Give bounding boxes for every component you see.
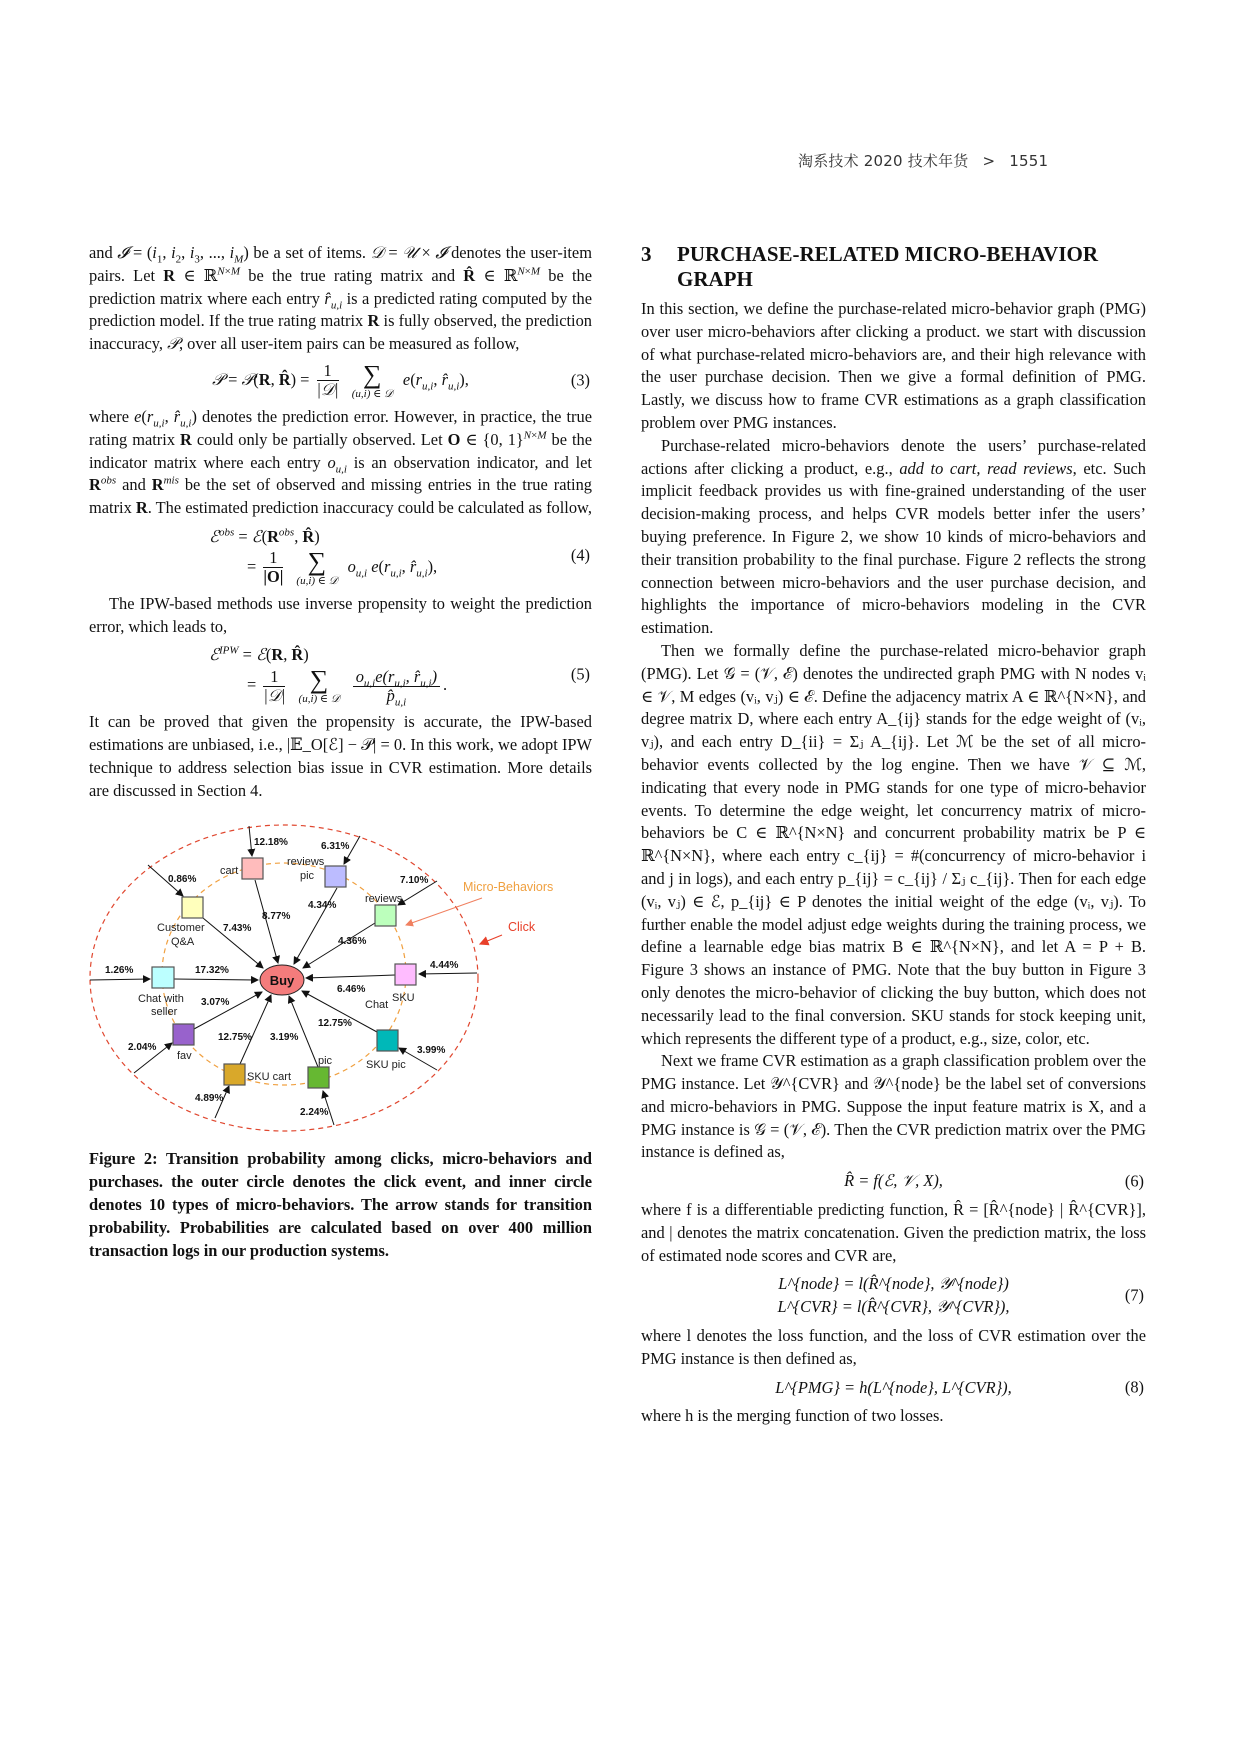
- svg-text:SKU: SKU: [392, 992, 415, 1005]
- equation-number: (4): [570, 545, 590, 565]
- svg-text:SKU pic: SKU pic: [366, 1059, 406, 1072]
- svg-text:6.46%: 6.46%: [337, 984, 366, 996]
- section-heading: [641, 242, 1146, 292]
- figure-2-transition-graph: [89, 818, 592, 1138]
- svg-text:Customer: Customer: [157, 922, 205, 935]
- equation-number: (8): [1124, 1377, 1144, 1397]
- node-sku: [395, 964, 416, 985]
- svg-text:3.07%: 3.07%: [201, 997, 230, 1009]
- transition-diagram: [0, 818, 560, 1138]
- equation-3: 𝒫 = 𝒫(R, R̂) = $\frac{1}{\text{|𝒟|}}$ ∑ (u,i) ∈ 𝒟 $e(r_{u,i}$, $r̂_{u,i}$), (3): [212, 359, 590, 400]
- svg-text:7.10%: 7.10%: [400, 875, 429, 887]
- node-cart: [242, 858, 263, 879]
- svg-text:2.24%: 2.24%: [300, 1107, 329, 1119]
- svg-text:Buy: Buy: [269, 973, 295, 989]
- svg-text:4.34%: 4.34%: [308, 900, 337, 912]
- equation-number: (7): [1124, 1285, 1144, 1305]
- svg-text:pic: pic: [300, 870, 315, 883]
- svg-text:7.43%: 7.43%: [223, 923, 252, 935]
- paragraph: where f is a differentiable predicting function, R̂ = [R̂^{node} | R̂^{CVR}], and | denotes the matrix concatenation. Given the prediction matrix, the loss of estimated node scores and CVR are,: [641, 1200, 1146, 1265]
- svg-text:Chat with: Chat with: [138, 993, 184, 1006]
- node-pic: [308, 1067, 329, 1088]
- svg-text:4.89%: 4.89%: [195, 1093, 224, 1105]
- paragraph: Then we formally define the purchase-related micro-behavior graph (PMG). Let 𝒢 = (𝒱, ℰ) denotes the undirected graph PMG with N nodes vᵢ ∈ 𝒱, M edges (vᵢ, vⱼ) ∈ ℰ. Define the adjacency matrix A ∈ ℝ^{N×N}, and degree matrix D, where each entry A_{ij} stands for the edge weight of (vᵢ, vⱼ), and each entry D_{ii} = Σⱼ A_{ij}. Let ℳ be the set of all micro-behavior events collected by the log engine. Then we have 𝒱 ⊆ ℳ, indicating that every node in PMG stands for one type of micro-behavior events. To determine the edge weight, let concurrency matrix of micro-behaviors be C ∈ ℝ^{N×N} and concurrent probability matrix be P ∈ ℝ^{N×N}, where each entry c_{ij} = #(concurrency of micro-behavior i and j in logs), and each entry p_{ij} = c_{ij} / Σⱼ c_{ij}. Then for each edge (vᵢ, vⱼ) ∈ ℰ, p_{ij} ∈ P denotes the initial weight of the edge (vᵢ, vⱼ). To further enable the model adjust edge weights during the training process, we define a learnable edge bias matrix B ∈ ℝ^{N×N}, and let A = P + B. Figure 3 shows an instance of PMG. Note that the buy button in Figure 3 only denotes the micro-behavior of clicking the buy button, which does not necessarily lead to the final conversion. SKU stands for stock keeping unit, which represents the different type of a product, e.g., size, color, etc.: [641, 640, 1146, 1048]
- section-title: PURCHASE-RELATED MICRO-BEHAVIOR GRAPH: [677, 242, 1099, 291]
- svg-text:4.44%: 4.44%: [430, 960, 459, 972]
- equation-8: L^{PMG} = h(L^{node}, L^{CVR}), (8): [641, 1377, 1146, 1400]
- svg-text:1.26%: 1.26%: [105, 965, 134, 977]
- svg-text:pic: pic: [318, 1055, 333, 1068]
- paragraph: Next we frame CVR estimation as a graph classification problem over the PMG instance. Let 𝒴^{CVR} and 𝒴^{node} be the label set of conversions and micro-behaviors in PMG. Suppose the input feature matrix is X, and a PMG instance is 𝒢 = (𝒱, ℰ). Then the CVR prediction matrix over the PMG instance is defined as,: [641, 1051, 1146, 1162]
- svg-text:6.31%: 6.31%: [321, 841, 350, 853]
- svg-text:cart: cart: [220, 865, 239, 878]
- svg-text:3.99%: 3.99%: [417, 1045, 446, 1057]
- equation-7: L^{node} = l(R̂^{node}, 𝒴^{node}) L^{CVR} = l(R̂^{CVR}, 𝒴^{CVR}), (7): [777, 1274, 1144, 1317]
- svg-text:reviews: reviews: [365, 893, 403, 906]
- svg-text:SKU cart: SKU cart: [247, 1071, 292, 1084]
- node-customer-qa: [182, 897, 203, 918]
- node-reviews-pic: [325, 866, 346, 887]
- book-title: 淘系技术 2020 技术年货: [798, 152, 969, 170]
- svg-text:4.36%: 4.36%: [338, 936, 367, 948]
- node-reviews: [375, 905, 396, 926]
- svg-text:12.75%: 12.75%: [318, 1018, 352, 1030]
- node-fav: [173, 1024, 194, 1045]
- equation-6: R̂ = f(ℰ, 𝒱, X), (6): [641, 1170, 1146, 1193]
- node-sku-pic: [377, 1030, 398, 1051]
- svg-text:seller: seller: [151, 1006, 178, 1019]
- left-column: [89, 242, 592, 1262]
- paragraph: where $e(r_{u,i}$, $r̂_{u,i}$) denotes the prediction error. However, in practice, the true rating matrix R could only be partially observed. Let O ∈ {0, 1}$^{N\times M}$ be the indicator matrix where each entry $o_{u,i}$ is an observation indicator, and let $R^{obs}$ and $R^{mis}$ be the set of observed and missing entries in the true rating matrix R. The estimated prediction inaccuracy could be calculated as follow,: [89, 406, 592, 518]
- svg-text:12.18%: 12.18%: [254, 837, 288, 849]
- svg-text:0.86%: 0.86%: [168, 874, 197, 886]
- svg-text:fav: fav: [177, 1050, 192, 1063]
- paragraph: In this section, we define the purchase-related micro-behavior graph (PMG) over user micro-behaviors after clicking a product. we start with discussion of what purchase-related micro-behaviors are, and their high relevance with the user purchase decision. Then we give a formal definition of PMG. Lastly, we discuss how to frame CVR estimations as a graph classification problem over PMG instances.: [641, 299, 1146, 432]
- micro-behaviors-label: Micro-Behaviors: [463, 880, 554, 895]
- paragraph: where h is the merging function of two losses.: [641, 1406, 944, 1426]
- paragraph: The IPW-based methods use inverse propensity to weight the prediction error, which leads to,: [89, 593, 592, 636]
- paragraph: It can be proved that given the propensity is accurate, the IPW-based estimations are unbiased, i.e., |𝔼_O[ℰ] − 𝒫| = 0. In this work, we adopt IPW technique to address selection bias issue in CVR estimation. More details are discussed in Section 4.: [89, 712, 592, 800]
- paragraph: where l denotes the loss function, and the loss of CVR estimation over the PMG instance is then defined as,: [641, 1326, 1146, 1368]
- svg-text:reviews: reviews: [287, 856, 325, 869]
- click-label: Click: [508, 920, 536, 935]
- equation-number: (3): [570, 370, 590, 390]
- node-chat-with-seller: [152, 967, 174, 988]
- svg-text:3.19%: 3.19%: [270, 1032, 299, 1044]
- equation-5: ℰ$^{IPW}$ = ℰ(R, R̂) = $\frac{1}{\text{|𝒟|}}$ ∑ (u,i) ∈ 𝒟 $\frac{o_{u,i}e(r_{u,i}, r̂_{u,i})}{p̂_{u,i}}$ . (5): [209, 644, 590, 708]
- equation-4: ℰ$^{obs}$ = $ℰ(R^{obs}$, R̂) = $\frac{1}{|O|}$ ∑ (u,i) ∈ 𝒟 $o_{u,i}$ $e(r_{u,i}$, $r̂_{u,i}$), (4): [209, 526, 590, 587]
- page-number: 1551: [1009, 152, 1049, 170]
- svg-text:8.77%: 8.77%: [262, 911, 291, 923]
- equation-number: (6): [1124, 1171, 1144, 1191]
- breadcrumb-separator: >: [982, 152, 996, 170]
- svg-text:2.04%: 2.04%: [128, 1042, 157, 1054]
- paragraph: Purchase-related micro-behaviors denote the users’ purchase-related actions after clicking a product, e.g., add to cart, read reviews, etc. Such implicit feedback provides us with fine-grained understanding of the user decision-making process, and helps CVR models better infer the users’ buying preference. In Figure 2, we show 10 kinds of micro-behaviors and their transition probability to the final purchase. Figure 2 reflects the strong connection between micro-behaviors and the user purchase decision, and highlights the importance of micro-behaviors modeling in the CVR estimation.: [641, 435, 1146, 638]
- equation-number: (5): [570, 664, 590, 684]
- svg-text:Chat: Chat: [365, 999, 389, 1012]
- figure-caption: Figure 2: Transition probability among clicks, micro-behaviors and purchases. the outer circle denotes the click event, and inner circle denotes 10 types of micro-behaviors. The arrow stands for transition probability. Probabilities are calculated based on over 400 million transaction logs in our production systems.: [89, 1149, 592, 1260]
- svg-text:12.75%: 12.75%: [218, 1032, 252, 1044]
- node-sku-cart: [224, 1064, 245, 1085]
- paragraph: and 𝓘 = ($i_1$, $i_2$, $i_3$, ..., $i_M$) be a set of items. 𝒟 = 𝒰 × 𝓘 denotes the user-item pairs. Let R ∈ ℝ$^{N\times M}$ be the true rating matrix and R̂ ∈ ℝ$^{N\times M}$ be the prediction matrix where each entry $r̂_{u,i}$ is a predicted rating computed by the prediction model. If the true rating matrix R is fully observed, the prediction inaccuracy, 𝒫, over all user-item pairs can be measured as follow,: [89, 243, 592, 354]
- svg-text:Q&A: Q&A: [171, 936, 195, 949]
- running-header: [798, 150, 1048, 171]
- svg-text:17.32%: 17.32%: [195, 965, 229, 977]
- section-number: 3: [641, 242, 652, 266]
- right-column: [641, 242, 1146, 1428]
